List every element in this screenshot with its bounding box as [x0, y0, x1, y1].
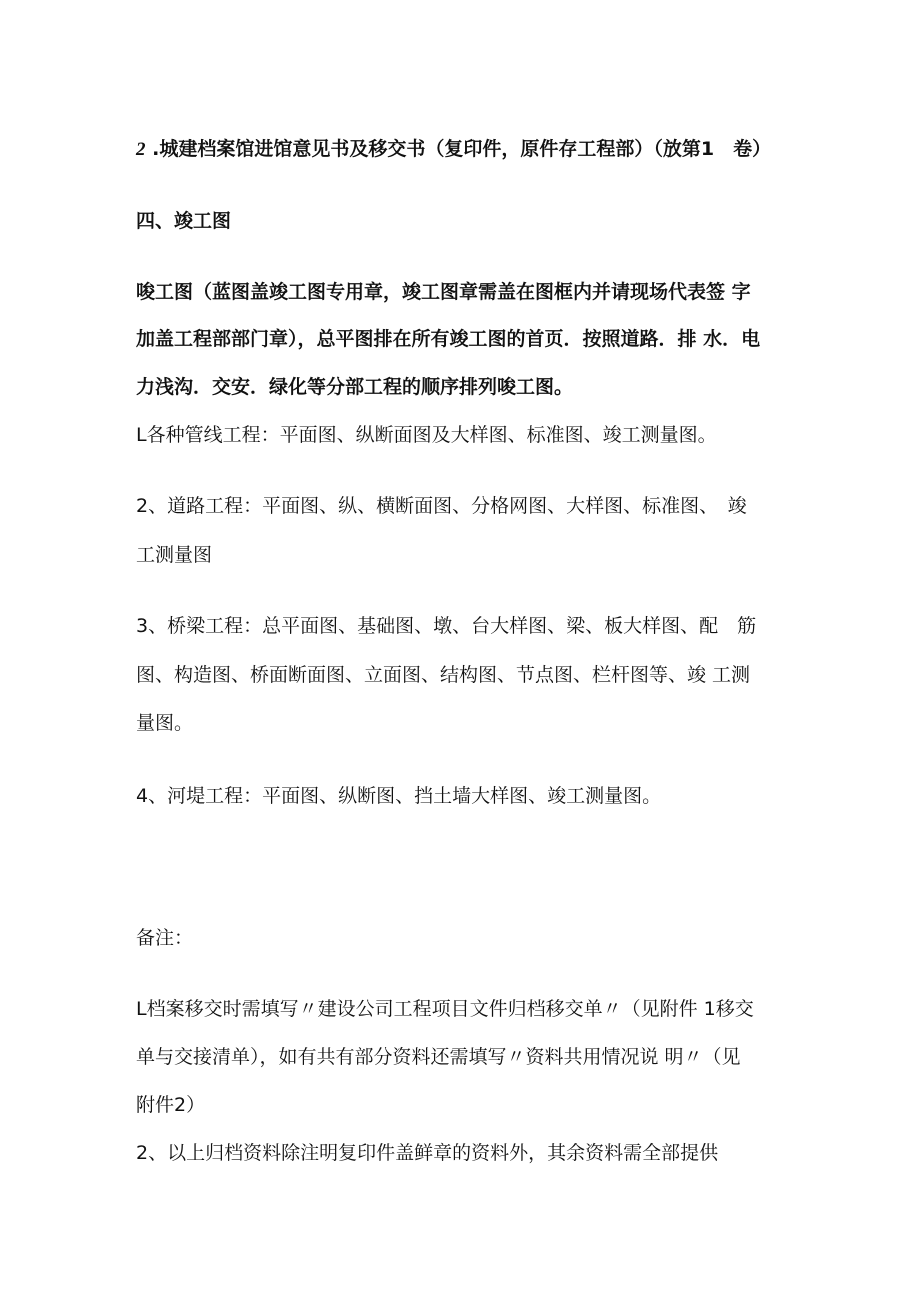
intro-line-2: 加盖工程部部门章），总平图排在所有竣工图的首页．按照道路．排 水．电	[136, 328, 761, 350]
item-bridge-line-3: 量图。	[136, 712, 194, 734]
note-1-line-2: 单与交接清单），如有共有部分资料还需填写〃资料共用情况说 明〃（见	[136, 1046, 741, 1068]
intro-line-3: 力浅沟．交安．绿化等分部工程的顺序排列唆工图。	[136, 376, 574, 398]
item-embankment-line-1: 4、河堤工程：平面图、纵断图、挡土墙大样图、竣工测量图。	[136, 785, 662, 807]
note-1-line-3: 附件2）	[136, 1094, 206, 1116]
section-4-heading: 四、竣工图	[136, 210, 232, 232]
item-road-line-1: 2、道路工程：平面图、纵、横断面图、分格网图、大样图、标准图、 竣	[136, 495, 747, 517]
item-bridge-line-1: 3、桥梁工程：总平面图、基础图、墩、台大样图、梁、板大样图、配 筋	[136, 615, 757, 637]
note-1-line-1: L档案移交时需填写〃建设公司工程项目文件归档移交单〃（见附件 1移交	[136, 998, 754, 1020]
item-road-line-2: 工测量图	[136, 544, 213, 566]
intro-line-1: 唆工图（蓝图盖竣工图专用章，竣工图章需盖在图框内并请现场代表签 字	[136, 281, 751, 303]
item-pipeline-line-1: L各种管线工程：平面图、纵断面图及大样图、标准图、竣工测量图。	[136, 424, 717, 446]
item-2-line	[136, 136, 771, 163]
item-2-text: .城建档案馆进馆意见书及移交书（复印件，原件存工程部）（放第1 卷）	[152, 138, 772, 160]
item-bridge-line-2: 图、构造图、桥面断面图、立面图、结构图、节点图、栏杆图等、竣 工测	[136, 664, 751, 686]
notes-heading: 备注：	[136, 927, 194, 949]
note-2-line-1: 2、以上归档资料除注明复印件盖鲜章的资料外，其余资料需全部提供	[136, 1142, 719, 1164]
item-2-number: 2	[136, 139, 146, 160]
